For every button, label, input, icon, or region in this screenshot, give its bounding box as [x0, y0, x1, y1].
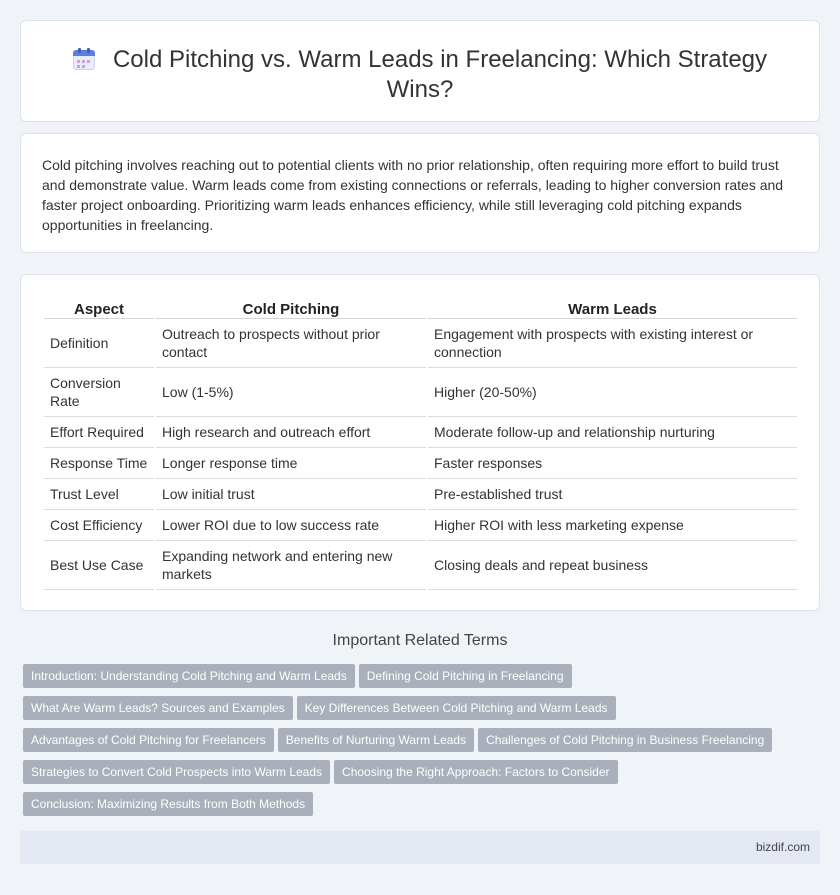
- row-aspect: Definition: [44, 319, 154, 368]
- related-term-tag[interactable]: What Are Warm Leads? Sources and Examples: [23, 696, 293, 720]
- related-term-tag[interactable]: Defining Cold Pitching in Freelancing: [359, 664, 572, 688]
- row-warm-leads: Engagement with prospects with existing interest or connection: [428, 319, 797, 368]
- row-aspect: Trust Level: [44, 479, 154, 510]
- row-cold-pitching: Outreach to prospects without prior contact: [156, 319, 426, 368]
- related-term-tag[interactable]: Benefits of Nurturing Warm Leads: [278, 728, 474, 752]
- row-warm-leads: Higher (20-50%): [428, 368, 797, 417]
- related-term-tag[interactable]: Conclusion: Maximizing Results from Both Methods: [23, 792, 313, 816]
- intro-text: Cold pitching involves reaching out to potential clients with no prior relationship, often requiring more effort to build trust and demonstrate value. Warm leads come from existing connections or referrals, leading to higher conversion rates and faster project onboarding. Prioritizing warm leads enhances efficiency, while still leveraging cold pitching expands opportunities in freelancing.: [42, 157, 784, 233]
- row-cold-pitching: Expanding network and entering new markets: [156, 541, 426, 590]
- row-cold-pitching: High research and outreach effort: [156, 417, 426, 448]
- related-term-tag[interactable]: Key Differences Between Cold Pitching and Warm Leads: [297, 696, 616, 720]
- table-row: [44, 510, 797, 541]
- table-row: [44, 319, 797, 368]
- table-header-row: [44, 295, 797, 319]
- related-terms-list: [23, 664, 813, 824]
- page-title: Cold Pitching vs. Warm Leads in Freelancing: Which Strategy Wins?: [112, 46, 768, 103]
- row-warm-leads: Faster responses: [428, 448, 797, 479]
- row-warm-leads: Higher ROI with less marketing expense: [428, 510, 797, 541]
- table-row: [44, 448, 797, 479]
- page-title-wrap: [21, 45, 819, 105]
- title-card: [20, 20, 820, 122]
- related-terms-title: Important Related Terms: [332, 632, 508, 649]
- header-cold-pitching: Cold Pitching: [156, 295, 426, 319]
- related-term-tag[interactable]: Challenges of Cold Pitching in Business Freelancing: [478, 728, 772, 752]
- row-cold-pitching: Low (1-5%): [156, 368, 426, 417]
- table-row: [44, 479, 797, 510]
- footer-site-link[interactable]: bizdif.com: [755, 840, 810, 854]
- related-term-tag[interactable]: Choosing the Right Approach: Factors to Consider: [334, 760, 617, 784]
- related-term-tag[interactable]: Strategies to Convert Cold Prospects into Warm Leads: [23, 760, 330, 784]
- row-cold-pitching: Longer response time: [156, 448, 426, 479]
- row-aspect: Effort Required: [44, 417, 154, 448]
- row-aspect: Cost Efficiency: [44, 510, 154, 541]
- table-row: [44, 368, 797, 417]
- row-warm-leads: Moderate follow-up and relationship nurturing: [428, 417, 797, 448]
- header-aspect: Aspect: [44, 295, 154, 319]
- related-term-tag[interactable]: Advantages of Cold Pitching for Freelancers: [23, 728, 274, 752]
- footer-bar: [20, 831, 820, 864]
- comparison-card: [20, 274, 820, 611]
- comparison-table: [42, 295, 799, 590]
- row-cold-pitching: Low initial trust: [156, 479, 426, 510]
- intro-card: [20, 133, 820, 253]
- row-warm-leads: Pre-established trust: [428, 479, 797, 510]
- row-cold-pitching: Lower ROI due to low success rate: [156, 510, 426, 541]
- header-warm-leads: Warm Leads: [428, 295, 797, 319]
- row-aspect: Best Use Case: [44, 541, 154, 590]
- table-row: [44, 541, 797, 590]
- row-aspect: Response Time: [44, 448, 154, 479]
- row-aspect: Conversion Rate: [44, 368, 154, 417]
- calendar-icon: [73, 48, 95, 70]
- row-warm-leads: Closing deals and repeat business: [428, 541, 797, 590]
- table-row: [44, 417, 797, 448]
- related-term-tag[interactable]: Introduction: Understanding Cold Pitching and Warm Leads: [23, 664, 355, 688]
